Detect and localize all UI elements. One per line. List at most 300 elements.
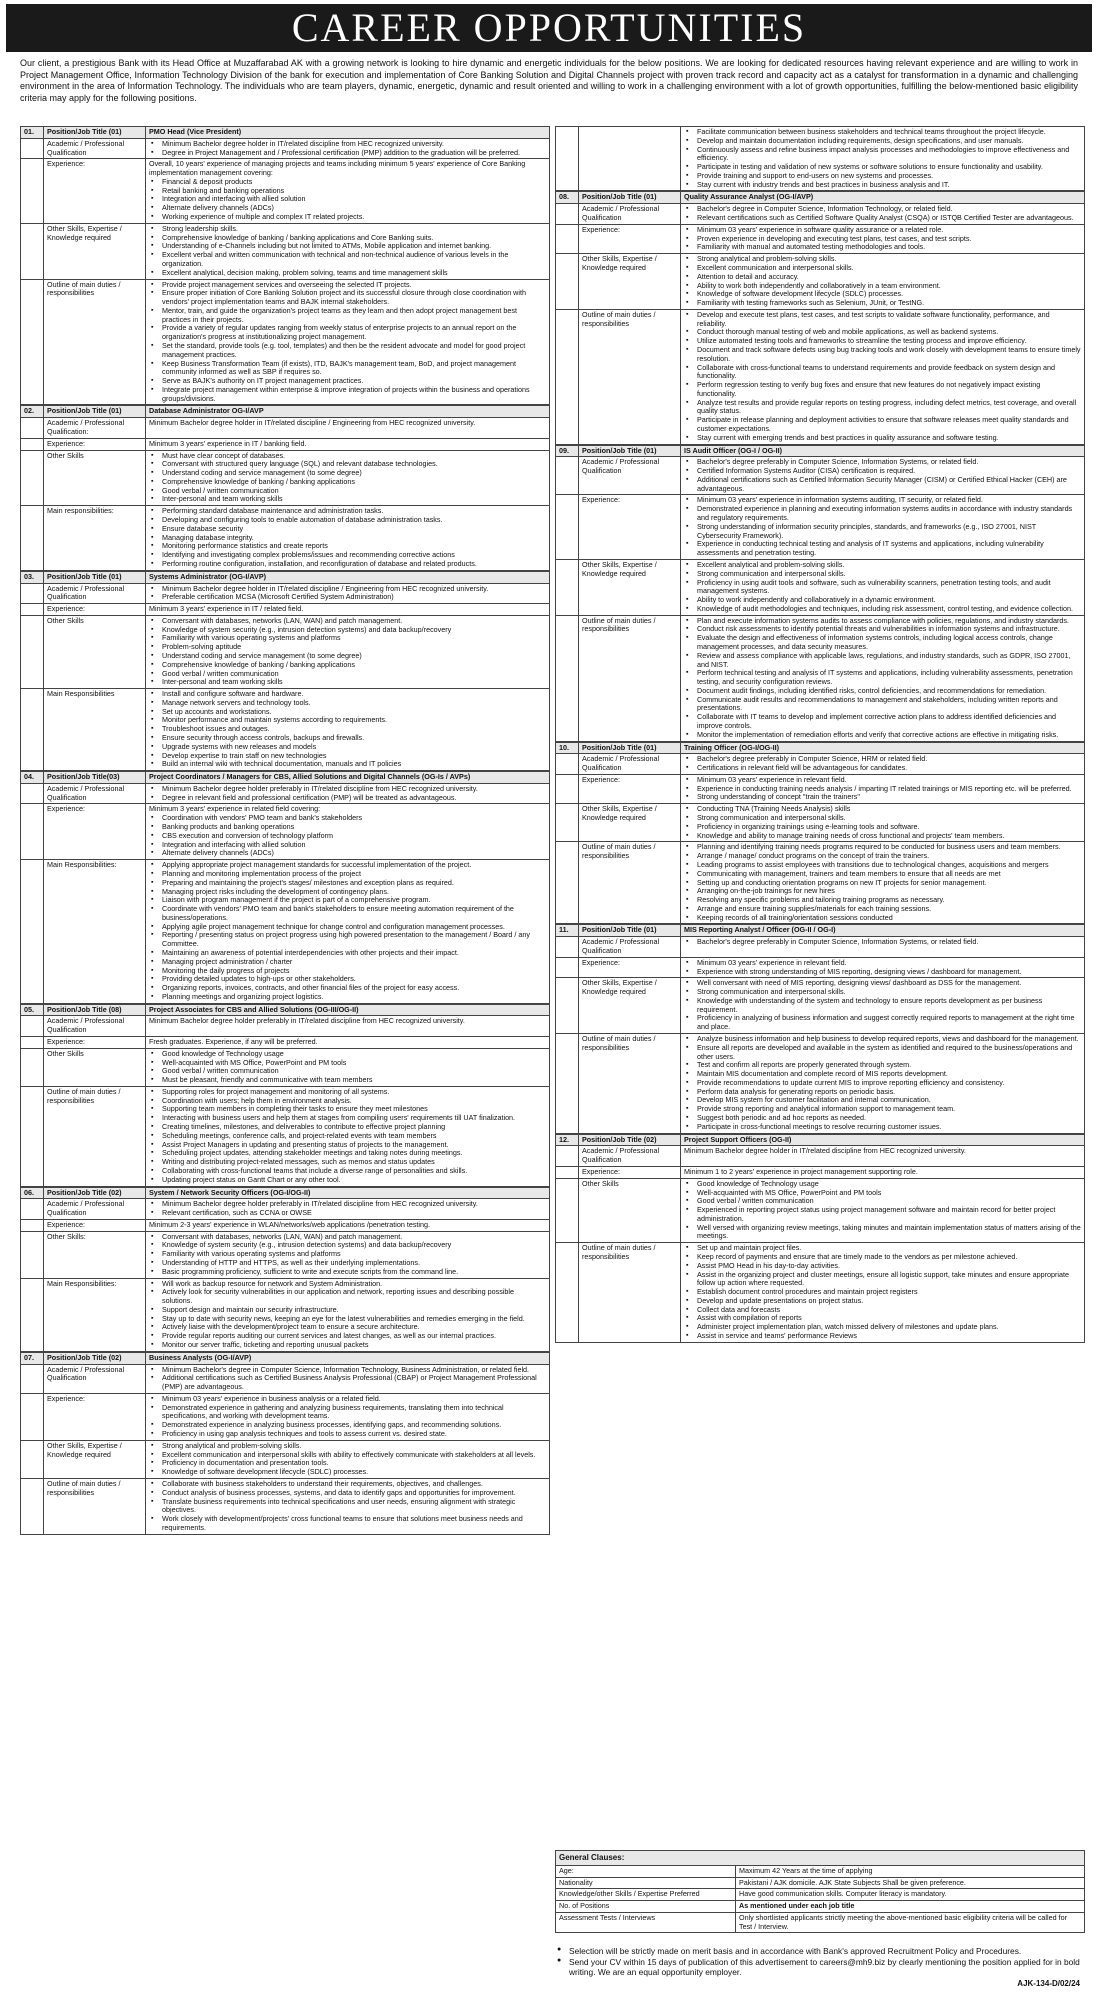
bullet-item: ▪ Strong understanding of concept "train the trainers" — [694, 793, 1081, 802]
bullet-item: ▪ Build an internal wiki with technical documentation, manuals and IT policies — [159, 760, 546, 769]
position-table — [20, 1352, 550, 1535]
bullet-item: ▪ Excellent verbal and written communication with technical and non-technical audience of various levels in the organization. — [159, 251, 546, 269]
position-table — [20, 1004, 550, 1187]
row-spacer — [21, 689, 44, 771]
bullet-item: ▪ Good verbal / written communication — [159, 670, 546, 679]
bullet-item: ▪ Provide regular reports auditing our current services and latest changes, as well as our internal practices. — [159, 1332, 546, 1341]
row-spacer — [21, 615, 44, 688]
position-header — [556, 192, 1085, 204]
row-content — [681, 1146, 1085, 1167]
bullet-item: ▪ Comprehensive knowledge of banking / banking applications — [159, 661, 546, 670]
bullet-item: ▪ Strong communication and interpersonal skills. — [694, 988, 1081, 997]
bullet-item: ▪ Familiarity with testing frameworks such as Selenium, JUnit, or TestNG. — [694, 299, 1081, 308]
position-name: MIS Reporting Analyst / Officer (OG-II / OG-I) — [681, 925, 1085, 937]
clause-row — [556, 1865, 1085, 1877]
bullet-item: ▪ Analyze test results and provide regular reports on testing progress, including defect metrics, test coverage, and overall quality status. — [694, 399, 1081, 417]
clause-key: Knowledge/other Skills / Expertise Preferred — [556, 1889, 736, 1901]
row-spacer — [21, 1478, 44, 1534]
position-row — [556, 754, 1085, 775]
bullet-item: ▪ Develop MIS system for customer facilitation and internal communication. — [694, 1096, 1081, 1105]
bullet-item: ▪ Assist with compilation of reports — [694, 1314, 1081, 1323]
bullet-item: ▪ Certified Information Systems Auditor (CISA) certification is required. — [694, 467, 1081, 476]
bullet-item: ▪ Arrange and ensure training supplies/materials for each training sessions. — [694, 905, 1081, 914]
bullet-item: ▪ Retail banking and banking operations — [159, 187, 546, 196]
bullet-list — [149, 178, 546, 222]
bullet-item: ▪ Knowledge with understanding of the system and technology to ensure reports development as per business requirement. — [694, 997, 1081, 1015]
bullet-item: ▪ Planning and monitoring implementation process of the project — [159, 870, 546, 879]
bullet-item: ▪ Maintaining an awareness of potential interdependencies with other projects and their impact. — [159, 949, 546, 958]
bullet-item: ▪ Troubleshoot issues and outages. — [159, 725, 546, 734]
bullet-list — [149, 690, 546, 769]
bullet-list — [684, 458, 1081, 493]
bullet-item: ▪ Keep record of payments and ensure that are timely made to the vendors as per milestone achieved. — [694, 1253, 1081, 1262]
bullet-list — [149, 1280, 546, 1350]
bullet-item: ▪ Strong analytical and problem-solving skills. — [159, 1442, 546, 1451]
bullet-item: ▪ Applying agile project management technique for change control and configuration management processes. — [159, 923, 546, 932]
position-row — [556, 774, 1085, 803]
position-number: 03. — [21, 571, 44, 583]
position-table — [555, 924, 1085, 1133]
position-row — [21, 159, 550, 223]
row-label: Outline of main duties / responsibilities — [579, 615, 681, 741]
position-title-label: Position/Job Title (01) — [579, 742, 681, 754]
row-content — [681, 774, 1085, 803]
row-content — [146, 1393, 550, 1440]
bullet-item: ▪ Ability to work both independently and collaboratively in a team environment. — [694, 282, 1081, 291]
bullet-item: ▪ Assist in service and teams' performance Reviews — [694, 1332, 1081, 1341]
position-table — [555, 742, 1085, 925]
general-clauses-table — [555, 1865, 1085, 1934]
position-header — [21, 772, 550, 784]
position-row — [21, 1478, 550, 1534]
bullet-item: ▪ Supporting roles for project management and monitoring of all systems. — [159, 1088, 546, 1097]
bullet-item: ▪ Continuously assess and refine business impact analysis processes and methodologies to improve effectiveness and efficiency. — [694, 146, 1081, 164]
row-spacer — [21, 804, 44, 860]
bullet-item: ▪ Coordinate with vendors' PMO team and bank's stakeholders to ensure meeting automation requirement of the business/operations. — [159, 905, 546, 923]
bullet-list — [149, 452, 546, 505]
position-header — [556, 742, 1085, 754]
row-label: Other Skills — [44, 450, 146, 506]
position-header — [21, 1004, 550, 1016]
bullet-item: ▪ Excellent analytical and problem-solving skills. — [694, 561, 1081, 570]
bullet-item: ▪ Writing and distributing project-related messages, such as memos and status updates — [159, 1158, 546, 1167]
position-row — [21, 1199, 550, 1220]
bullet-list — [684, 776, 1081, 802]
row-content — [681, 495, 1085, 559]
bullet-item: ▪ Familiarity with various operating systems and platforms — [159, 634, 546, 643]
position-title-label: Position/Job Title(03) — [44, 772, 146, 784]
bullet-item: ▪ Experience in conducting technical testing and analysis of IT systems and applications, including vulnerability assessments and penetration testing. — [694, 540, 1081, 558]
bullet-item: ▪ Banking products and banking operations — [159, 823, 546, 832]
bullet-item: ▪ Provide a variety of regular updates ranging from weekly status of enterprise projects to an annual report on the organization's progress at institutionalizing project management. — [159, 324, 546, 342]
position-number: 07. — [21, 1352, 44, 1364]
bullet-item: ▪ Participate in release planning and deployment activities to ensure that software releases meet quality standards and customer expectations. — [694, 416, 1081, 434]
row-label: Other Skills — [44, 1048, 146, 1086]
bullet-item: ▪ Managing database integrity. — [159, 534, 546, 543]
bullet-list — [684, 843, 1081, 922]
bullet-item: ▪ Preferable certification MCSA (Microsoft Certified System Administration) — [159, 593, 546, 602]
row-text: Minimum Bachelor degree holder in IT/related discipline / Engineering from HEC recognized university. — [149, 418, 476, 428]
bullet-item: ▪ Actively look for security vulnerabilities in our application and network, reporting issues and describing possible solutions. — [159, 1288, 546, 1306]
position-table — [20, 405, 550, 570]
position-name: Project Support Officers (OG-II) — [681, 1134, 1085, 1146]
bullet-item: ▪ Creating timelines, milestones, and deliverables to contribute to effective project planning — [159, 1123, 546, 1132]
row-content — [146, 1478, 550, 1534]
position-title-label: Position/Job Title (02) — [579, 1134, 681, 1146]
row-content — [146, 418, 550, 439]
bullet-item: ▪ Test and confirm all reports are properly generated through system. — [694, 1061, 1081, 1070]
position-row — [556, 978, 1085, 1034]
row-spacer — [21, 438, 44, 450]
clause-key: Assessment Tests / Interviews — [556, 1912, 736, 1933]
bullet-list — [149, 585, 546, 603]
bullet-item: ▪ Well conversant with need of MIS reporting, designing views/ dashboard as DSS for the management. — [694, 979, 1081, 988]
row-spacer — [21, 450, 44, 506]
bullet-item: ▪ Updating project status on Gantt Chart or any other tool. — [159, 1176, 546, 1185]
bullet-item: ▪ Good knowledge of Technology usage — [159, 1050, 546, 1059]
position-row — [21, 1440, 550, 1478]
row-label: Other Skills, Expertise / Knowledge required — [44, 1440, 146, 1478]
intro-paragraph: Our client, a prestigious Bank with its Head Office at Muzaffarabad AK with a growing network is looking to hire dynamic and energetic individuals for the below positions. We are looking for dedicated resources having relevant experience and are willing to work in Project Management Office, Information Technology Division of the bank for execution and implementation of Core Banking Solution and Digital Channels project with proven track record and capacity act as a catalyst for transformation in a dynamic and challenging environment in the area of Information Technology. The individuals who are team players, dynamic, energetic, dynamic and result oriented and willing to work in a challenging environment with a lot of growth opportunities, fulfilling the below-mentioned basic eligibility criteria may apply for the following positions. — [20, 58, 1078, 103]
bullet-item: ▪ Well-acquainted with MS Office, PowerPoint and PM tools — [159, 1059, 546, 1068]
bullet-item: ▪ Alternate delivery channels (ADCs) — [159, 204, 546, 213]
position-title-label: Position/Job Title (01) — [44, 571, 146, 583]
position-row — [21, 615, 550, 688]
bullet-item: ▪ Set the standard, provide tools (e.g. tool, templates) and then be the resident advocate and model for good project management practices. — [159, 342, 546, 360]
bullet-item: ▪ Conversant with structured query language (SQL) and relevant database technologies. — [159, 460, 546, 469]
row-spacer — [21, 860, 44, 1004]
row-label: Academic / Professional Qualification — [579, 1146, 681, 1167]
position-number: 09. — [556, 445, 579, 457]
bullet-item: ▪ Providing detailed updates to high-ups or other stakeholders. — [159, 975, 546, 984]
row-label: Academic / Professional Qualification — [579, 937, 681, 958]
row-spacer — [21, 1048, 44, 1086]
row-spacer — [21, 418, 44, 439]
row-spacer — [21, 1393, 44, 1440]
row-label: Other Skills, Expertise / Knowledge required — [44, 223, 146, 279]
row-label: Experience: — [579, 774, 681, 803]
position-row — [556, 957, 1085, 978]
row-content — [681, 1034, 1085, 1134]
bullet-list — [149, 140, 546, 158]
bullet-item: ▪ Must be pleasant, friendly and communicative with team members — [159, 1076, 546, 1085]
row-content — [681, 127, 1085, 191]
right-column — [555, 126, 1085, 1846]
row-content — [681, 1166, 1085, 1178]
bullet-item: ▪ Understand coding and service management (to some degree) — [159, 652, 546, 661]
bullet-list — [149, 617, 546, 687]
clause-row — [556, 1889, 1085, 1901]
row-spacer — [556, 1146, 579, 1167]
position-title-label: Position/Job Title (01) — [44, 406, 146, 418]
bullet-item: ▪ Strong communication and interpersonal skills. — [694, 814, 1081, 823]
bullet-item: ▪ Basic programming proficiency, sufficient to write and execute scripts from the command line. — [159, 1268, 546, 1277]
row-content — [681, 1243, 1085, 1343]
position-row — [21, 604, 550, 616]
row-spacer — [21, 783, 44, 804]
row-label: Other Skills: — [44, 1231, 146, 1278]
row-spacer — [556, 804, 579, 842]
position-table — [20, 571, 550, 771]
bullet-item: ▪ Excellent analytical, decision making, problem solving, teams and time management skills — [159, 269, 546, 278]
position-header — [21, 1187, 550, 1199]
position-number: 10. — [556, 742, 579, 754]
bullet-item: ▪ Demonstrated experience in planning and executing information systems audits in accordance with industry standards and regulatory requirements. — [694, 505, 1081, 523]
position-table — [555, 191, 1085, 444]
bullet-item: ▪ Mentor, train, and guide the organization's project teams as they learn and then adopt project management best practices in their projects. — [159, 307, 546, 325]
row-text: Minimum 3 years' experience in related field covering: — [149, 804, 321, 814]
bullet-item: ▪ Perform technical testing and analysis of IT systems and applications, including vulnerability assessments, penetration testing, and security configuration reviews. — [694, 669, 1081, 687]
row-content — [681, 937, 1085, 958]
bullet-item: ▪ Set up and maintain project files. — [694, 1244, 1081, 1253]
position-row — [21, 783, 550, 804]
clause-value: As mentioned under each job title — [736, 1901, 1085, 1913]
row-text: Minimum 3 years' experience in IT / related field. — [149, 604, 304, 614]
row-label: Academic / Professional Qualification — [44, 138, 146, 159]
row-spacer — [556, 559, 579, 615]
bullet-item: ▪ Degree in Project Management and / Professional certification (PMP) addition to the graduation will be preferred. — [159, 149, 546, 158]
bullet-list — [684, 226, 1081, 252]
row-spacer — [21, 1440, 44, 1478]
position-number: 04. — [21, 772, 44, 784]
position-row — [21, 1219, 550, 1231]
bullet-list — [684, 496, 1081, 557]
bullet-item: ▪ Knowledge and ability to manage training needs of cross functional and projects' team members. — [694, 832, 1081, 841]
row-spacer — [21, 1364, 44, 1393]
bullet-item: ▪ Actively liaise with the development/project team to ensure a secure architecture. — [159, 1323, 546, 1332]
row-content — [681, 804, 1085, 842]
position-row — [556, 457, 1085, 495]
row-spacer — [556, 842, 579, 924]
position-row — [556, 1243, 1085, 1343]
bullet-list — [149, 1366, 546, 1392]
row-label: Other Skills, Expertise / Knowledge required — [579, 978, 681, 1034]
bullet-item: ▪ Experience with strong understanding of MIS reporting, designing views / dashboard for management. — [694, 968, 1081, 977]
row-spacer — [21, 1231, 44, 1278]
bullet-item: ▪ Financial & deposit products — [159, 178, 546, 187]
bullet-list — [149, 1480, 546, 1533]
bullet-item: ▪ Develop and maintain documentation including requirements, design specifications, and user manuals. — [694, 137, 1081, 146]
row-label: Outline of main duties / responsibilities — [579, 1243, 681, 1343]
bullet-item: ▪ Plan and execute information systems audits to assess compliance with policies, regulations, and industry standards. — [694, 617, 1081, 626]
bullet-item: ▪ Conduct thorough manual testing of web and mobile applications, as well as backend systems. — [694, 328, 1081, 337]
bullet-item: ▪ Keeping records of all training/orientation sessions conducted — [694, 914, 1081, 923]
position-title-label: Position/Job Title (02) — [44, 1187, 146, 1199]
row-text: Minimum Bachelor degree holder preferably in IT/related discipline from HEC recognized university. — [149, 1016, 465, 1026]
position-name: PMO Head (Vice President) — [146, 127, 550, 139]
bullet-item: ▪ Monitoring performance statistics and create reports — [159, 542, 546, 551]
row-spacer — [556, 1243, 579, 1343]
row-spacer — [556, 495, 579, 559]
bullet-item: ▪ Proficiency in organizing trainings using e-learning tools and software. — [694, 823, 1081, 832]
row-spacer — [21, 279, 44, 405]
bullet-item: ▪ Document and track software defects using bug tracking tools and work closely with development teams to ensure timely resolution. — [694, 346, 1081, 364]
bullet-item: ▪ Collaborate with IT teams to develop and implement corrective action plans to address identified deficiencies and improve controls. — [694, 713, 1081, 731]
bullet-item: ▪ Managing project administration / charter — [159, 958, 546, 967]
bullet-item: ▪ Minimum Bachelor degree holder in IT/related discipline from HEC recognized university. — [159, 140, 546, 149]
bullet-list — [684, 128, 1081, 189]
row-label: Other Skills, Expertise / Knowledge required — [579, 254, 681, 310]
clause-key: Age: — [556, 1865, 736, 1877]
bullet-item: ▪ Proficiency in analyzing of business information and suggest correctly required reports to management at the right time and place. — [694, 1014, 1081, 1032]
bullet-item: ▪ Proficiency in documentation and presentation tools. — [159, 1459, 546, 1468]
general-clauses-title: General Clauses: — [555, 1850, 1085, 1865]
row-text: Minimum 2-3 years' experience in WLAN/networks/web applications /penetration testing. — [149, 1219, 431, 1229]
bullet-item: ▪ Proven experience in developing and executing test plans, test cases, and test scripts. — [694, 235, 1081, 244]
bullet-item: ▪ Certifications in relevant field will be advantageous for candidates. — [694, 764, 1081, 773]
position-name: Training Officer (OG-I/OG-II) — [681, 742, 1085, 754]
bullet-item: ▪ Work closely with development/projects' cross functional teams to ensure that solutions meet business needs and requirements. — [159, 1515, 546, 1533]
bullet-item: ▪ Minimum Bachelor degree holder preferably in IT/related discipline from HEC recognized university. — [159, 785, 546, 794]
bullet-list — [149, 1088, 546, 1185]
bullet-list — [149, 1442, 546, 1477]
position-header — [556, 1134, 1085, 1146]
position-row — [556, 204, 1085, 225]
position-row — [21, 1016, 550, 1037]
row-content — [146, 783, 550, 804]
row-label: Experience: — [44, 438, 146, 450]
row-label: Academic / Professional Qualification — [44, 583, 146, 604]
row-spacer — [21, 583, 44, 604]
bullet-item: ▪ Evaluate the design and effectiveness of information systems controls, including logical access controls, change management processes, and data security measures. — [694, 634, 1081, 652]
row-content — [681, 254, 1085, 310]
position-header — [21, 571, 550, 583]
bullet-item: ▪ Provide strong reporting and analytical information support to management team. — [694, 1105, 1081, 1114]
bullet-item: ▪ Coordination with users; help them in environment analysis. — [159, 1097, 546, 1106]
row-spacer — [556, 937, 579, 958]
position-row — [21, 1086, 550, 1186]
bullet-item: ▪ Well-acquainted with MS Office, PowerPoint and PM tools — [694, 1189, 1081, 1198]
row-label: Experience: — [44, 1393, 146, 1440]
row-content — [146, 1048, 550, 1086]
row-content — [681, 754, 1085, 775]
position-header — [21, 1352, 550, 1364]
bullet-item: ▪ Performing routine configuration, installation, and reconfiguration of database and related products. — [159, 560, 546, 569]
bullet-item: ▪ Develop and execute test plans, test cases, and test scripts to validate software functionality, performance, and reliability. — [694, 311, 1081, 329]
bullet-item: ▪ Review and assess compliance with applicable laws, regulations, and industry standards, such as GDPR, ISO 27001, and NIST. — [694, 652, 1081, 670]
row-spacer — [556, 1166, 579, 1178]
row-content — [146, 804, 550, 860]
bullet-item: ▪ Collaborate with business stakeholders to understand their requirements, objectives, and challenges. — [159, 1480, 546, 1489]
row-content — [146, 450, 550, 506]
position-title-label: Position/Job Title (08) — [44, 1004, 146, 1016]
bullet-item: ▪ Additional certifications such as Certified Business Analysis Professional (CBAP) or Project Management Professional (PMP) are advantageous. — [159, 1374, 546, 1392]
bullet-list — [684, 205, 1081, 223]
row-label: Experience: — [44, 1037, 146, 1049]
bullet-item: ▪ Ensure proper initiation of Core Banking Solution project and its successful closure through close coordination with vendors' project implementation teams and BAJK internal stakeholders. — [159, 289, 546, 307]
row-spacer — [21, 1219, 44, 1231]
row-content — [146, 1037, 550, 1049]
bullet-item: ▪ Serve as BAJK's authority on IT project management practices. — [159, 377, 546, 386]
bullet-item: ▪ Provide project management services and overseeing the selected IT projects. — [159, 281, 546, 290]
row-label: Experience: — [579, 495, 681, 559]
bullet-item: ▪ Minimum 03 years' experience in relevant field. — [694, 776, 1081, 785]
page-title: CAREER OPPORTUNITIES — [6, 4, 1092, 52]
bullet-list — [149, 281, 546, 404]
bullet-list — [684, 1180, 1081, 1241]
row-spacer — [556, 774, 579, 803]
position-row — [556, 937, 1085, 958]
row-spacer — [556, 204, 579, 225]
row-label: Experience: — [579, 224, 681, 253]
bullet-item: ▪ Develop expertise to train staff on new technologies — [159, 752, 546, 761]
position-row — [556, 127, 1085, 191]
bullet-item: ▪ Understand coding and service management (to some degree) — [159, 469, 546, 478]
bullet-list — [684, 311, 1081, 443]
bullet-item: ▪ Strong analytical and problem-solving skills. — [694, 255, 1081, 264]
bullet-item: ▪ Conversant with databases, networks (LAN, WAN) and patch management. — [159, 1233, 546, 1242]
bullet-list — [684, 755, 1081, 773]
position-table — [555, 445, 1085, 742]
bullet-list — [149, 1050, 546, 1085]
bullet-list — [684, 561, 1081, 614]
row-content — [681, 1178, 1085, 1242]
bullet-item: ▪ Document audit findings, including identified risks, control deficiencies, and recommendations for remediation. — [694, 687, 1081, 696]
row-label: Main responsibilities: — [44, 506, 146, 570]
bullet-list — [149, 1233, 546, 1277]
position-row — [21, 438, 550, 450]
bullet-item: ▪ Preparing and maintaining the project's stages/ milestones and exception plans as required. — [159, 879, 546, 888]
bullet-item: ▪ Administer project implementation plan, watch missed delivery of milestones and update plans. — [694, 1323, 1081, 1332]
row-spacer — [556, 754, 579, 775]
row-label — [579, 127, 681, 191]
row-label: Academic / Professional Qualification — [44, 1016, 146, 1037]
row-content — [681, 957, 1085, 978]
bullet-item: ▪ Relevant certification, such as CCNA or OWSE — [159, 1209, 546, 1218]
bullet-item: ▪ Ensure security through access controls, backups and firewalls. — [159, 734, 546, 743]
position-row — [21, 860, 550, 1004]
position-row — [21, 506, 550, 570]
row-content — [681, 224, 1085, 253]
clause-value: Only shortlisted applicants strictly meeting the above-mentioned basic eligibility criteria will be called for Test / Interview. — [736, 1912, 1085, 1933]
position-row — [21, 1037, 550, 1049]
bullet-item: ▪ CBS execution and conversion of technology platform — [159, 832, 546, 841]
row-spacer — [556, 224, 579, 253]
bullet-item: ▪ Provide training and support to end-users on new systems and processes. — [694, 172, 1081, 181]
bullet-item: ▪ Assist Project Managers in updating and presenting status of projects to the management. — [159, 1141, 546, 1150]
bullet-item: ▪ Performing standard database maintenance and administration tasks. — [159, 507, 546, 516]
row-content — [681, 615, 1085, 741]
position-row — [21, 279, 550, 405]
bullet-item: ▪ Conduct analysis of business processes, systems, and data to identify gaps and opportunities for improvement. — [159, 1489, 546, 1498]
bullet-item: ▪ Integration and interfacing with allied solution — [159, 195, 546, 204]
position-row — [21, 418, 550, 439]
position-title-label: Position/Job Title (01) — [579, 925, 681, 937]
bullet-item: ▪ Good verbal / written communication — [159, 1067, 546, 1076]
bullet-item: ▪ Leading programs to assist employees with transitions due to technological changes, acquisitions and mergers — [694, 861, 1081, 870]
position-name: Business Analysts (OG-I/AVP) — [146, 1352, 550, 1364]
position-row — [556, 842, 1085, 924]
position-table — [20, 126, 550, 405]
row-label: Main Responsibilities: — [44, 860, 146, 1004]
row-spacer — [21, 1278, 44, 1351]
bullet-item: ▪ Good knowledge of Technology usage — [694, 1180, 1081, 1189]
bullet-item: ▪ Collect data and forecasts — [694, 1306, 1081, 1315]
position-title-label: Position/Job Title (02) — [44, 1352, 146, 1364]
reference-code: AJK-134-D/02/24 — [1017, 1979, 1080, 1988]
position-title-label: Position/Job Title (01) — [44, 127, 146, 139]
bullet-list — [149, 785, 546, 803]
row-content — [146, 159, 550, 223]
row-content — [681, 309, 1085, 444]
row-content — [146, 615, 550, 688]
bullet-item: ▪ Stay current with industry trends and best practices in business analysis and IT. — [694, 181, 1081, 190]
bullet-item: ▪ Will work as backup resource for network and System Administration. — [159, 1280, 546, 1289]
bullet-item: ▪ Excellent communication and interpersonal skills. — [694, 264, 1081, 273]
position-name: Project Coordinators / Managers for CBS, Allied Solutions and Digital Channels (OG-Is / AVPs) — [146, 772, 550, 784]
row-content — [681, 204, 1085, 225]
bullet-item: ▪ Interacting with business users and help them at stages from compiling users' requirements till UAT finalization. — [159, 1114, 546, 1123]
